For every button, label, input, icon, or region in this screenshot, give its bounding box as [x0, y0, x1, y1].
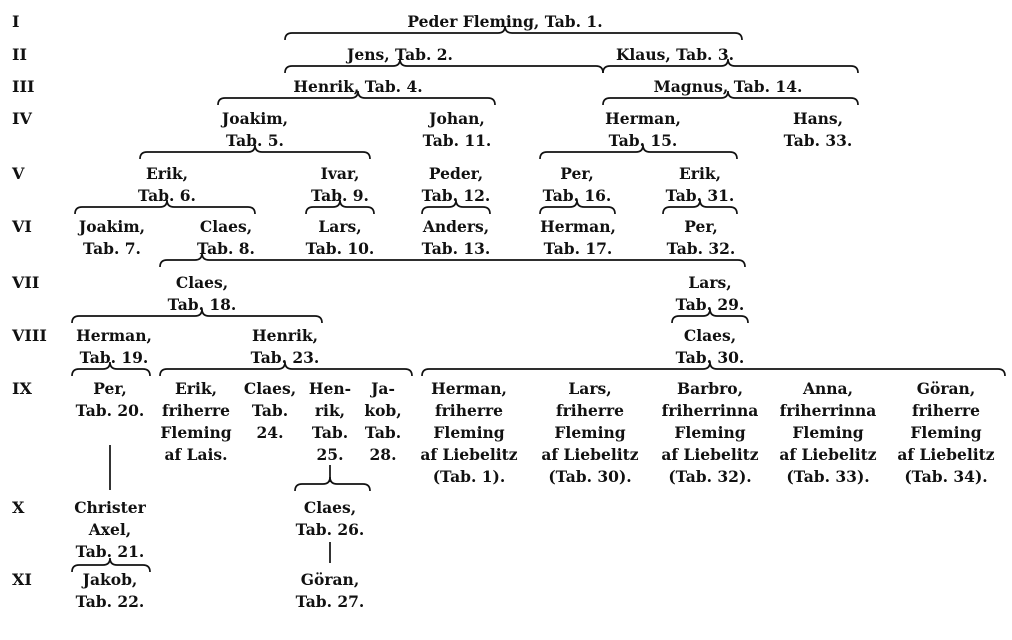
generation-label-v: V — [12, 164, 25, 183]
person-per-16-line-2: Tab. 16. — [542, 186, 612, 205]
person-claes-24 — [244, 379, 296, 442]
person-lars-10-line-2: Tab. 10. — [305, 239, 375, 258]
person-joakim-5 — [220, 109, 288, 150]
person-henrik-25-line-3: Tab. — [311, 423, 349, 442]
person-per-32-line-2: Tab. 32. — [666, 239, 736, 258]
person-christer-21-line-1: Christer — [74, 498, 146, 517]
person-peder-1-line-1: Peder Fleming, Tab. 1. — [407, 12, 603, 31]
person-claes-24-line-3: 24. — [256, 423, 284, 442]
person-jakob-28-line-1: Ja- — [371, 379, 395, 398]
person-herman-liebelitz — [420, 379, 517, 486]
person-ivar-9-line-1: Ivar, — [320, 164, 360, 183]
person-barbro-liebelitz-line-4: af Liebelitz — [661, 445, 759, 464]
person-herman-17-line-1: Herman, — [540, 217, 616, 236]
person-claes-26-line-1: Claes, — [303, 498, 357, 517]
person-christer-21-line-3: Tab. 21. — [75, 542, 145, 561]
person-erik-31-line-2: Tab. 31. — [665, 186, 735, 205]
person-johan-11 — [423, 109, 492, 150]
person-herman-15-line-1: Herman, — [605, 109, 681, 128]
person-anna-liebelitz-line-5: (Tab. 33). — [786, 467, 870, 486]
person-joakim-5-line-1: Joakim, — [221, 109, 289, 128]
person-anna-liebelitz-line-4: af Liebelitz — [779, 445, 877, 464]
person-claes-24-line-1: Claes, — [243, 379, 297, 398]
person-hans-33 — [784, 109, 853, 150]
person-joakim-7-line-2: Tab. 7. — [83, 239, 141, 258]
person-lars-liebelitz-line-1: Lars, — [568, 379, 612, 398]
person-per-20 — [76, 379, 145, 420]
person-claes-18-line-2: Tab. 18. — [167, 295, 237, 314]
person-erik-lais-line-2: friherre — [161, 401, 231, 420]
person-erik-6 — [138, 164, 196, 205]
generation-label-xi: XI — [12, 570, 32, 589]
generation-label-iii: III — [12, 77, 35, 96]
person-per-16 — [543, 164, 612, 205]
person-per-16-line-1: Per, — [560, 164, 594, 183]
person-claes-8-line-1: Claes, — [199, 217, 253, 236]
person-barbro-liebelitz-line-3: Fleming — [674, 423, 746, 442]
person-claes-26-line-2: Tab. 26. — [295, 520, 365, 539]
person-erik-31 — [666, 164, 735, 205]
person-claes-30 — [676, 326, 745, 367]
person-erik-lais — [160, 379, 231, 464]
person-anna-liebelitz-line-3: Fleming — [792, 423, 864, 442]
person-johan-11-line-1: Johan, — [429, 109, 485, 128]
person-claes-8-line-2: Tab. 8. — [197, 239, 255, 258]
person-claes-24-line-2: Tab. — [251, 401, 289, 420]
person-anders-13-line-1: Anders, — [422, 217, 490, 236]
person-ivar-9 — [311, 164, 369, 205]
person-barbro-liebelitz-line-1: Barbro, — [676, 379, 744, 398]
person-lars-liebelitz-line-3: Fleming — [554, 423, 626, 442]
person-herman-19 — [76, 326, 152, 367]
person-lars-liebelitz-line-2: friherre — [555, 401, 625, 420]
person-per-20-line-2: Tab. 20. — [75, 401, 145, 420]
person-henrik-23-line-1: Henrik, — [252, 326, 318, 345]
generation-label-x: X — [12, 498, 25, 517]
person-herman-liebelitz-line-3: Fleming — [433, 423, 505, 442]
person-herman-15-line-2: Tab. 15. — [608, 131, 678, 150]
person-lars-10 — [306, 217, 375, 258]
person-goran-liebelitz — [897, 379, 994, 486]
person-goran-liebelitz-line-1: Göran, — [916, 379, 976, 398]
person-magnus-14-line-1: Magnus, Tab. 14. — [653, 77, 803, 96]
person-herman-liebelitz-line-4: af Liebelitz — [420, 445, 518, 464]
person-johan-11-line-2: Tab. 11. — [422, 131, 492, 150]
person-erik-6-line-2: Tab. 6. — [138, 186, 196, 205]
person-lars-29 — [676, 273, 745, 314]
person-lars-liebelitz-line-4: af Liebelitz — [541, 445, 639, 464]
person-henrik-25-line-2: rik, — [314, 401, 346, 420]
person-lars-10-line-1: Lars, — [318, 217, 362, 236]
person-peder-12-line-2: Tab. 12. — [421, 186, 491, 205]
person-per-32-line-1: Per, — [684, 217, 718, 236]
person-erik-lais-line-3: Fleming — [160, 423, 232, 442]
person-erik-6-line-1: Erik, — [145, 164, 189, 183]
person-henrik-25 — [309, 379, 351, 464]
person-goran-liebelitz-line-3: Fleming — [910, 423, 982, 442]
person-herman-15 — [605, 109, 681, 150]
person-joakim-7-line-1: Joakim, — [78, 217, 146, 236]
generation-label-vii: VII — [12, 273, 40, 292]
brace-claes-26-children — [295, 477, 370, 491]
person-jens-2 — [345, 45, 453, 64]
person-claes-30-line-2: Tab. 30. — [675, 348, 745, 367]
person-lars-liebelitz-line-5: (Tab. 30). — [548, 467, 632, 486]
person-henrik-25-line-1: Hen- — [308, 379, 352, 398]
generation-label-ix: IX — [12, 379, 32, 398]
person-goran-liebelitz-line-5: (Tab. 34). — [904, 467, 988, 486]
person-henrik-4-line-1: Henrik, Tab. 4. — [293, 77, 423, 96]
person-anna-liebelitz-line-1: Anna, — [802, 379, 854, 398]
person-goran-27 — [296, 570, 365, 611]
person-hans-33-line-2: Tab. 33. — [783, 131, 853, 150]
person-herman-liebelitz-line-5: (Tab. 1). — [432, 467, 506, 486]
person-henrik-25-line-4: 25. — [316, 445, 344, 464]
person-erik-lais-line-4: af Lais. — [164, 445, 228, 464]
person-jakob-22-line-2: Tab. 22. — [75, 592, 145, 611]
person-per-20-line-1: Per, — [93, 379, 127, 398]
person-herman-19-line-2: Tab. 19. — [79, 348, 149, 367]
person-erik-31-line-1: Erik, — [678, 164, 722, 183]
person-goran-liebelitz-line-2: friherre — [911, 401, 981, 420]
person-klaus-3 — [616, 45, 734, 64]
person-goran-liebelitz-line-4: af Liebelitz — [897, 445, 995, 464]
person-jens-2-line-1: Jens, Tab. 2. — [347, 45, 453, 64]
person-christer-21-line-2: Axel, — [88, 520, 132, 539]
person-herman-liebelitz-line-2: friherre — [434, 401, 504, 420]
person-joakim-5-line-2: Tab. 5. — [226, 131, 284, 150]
person-magnus-14 — [654, 77, 803, 96]
person-henrik-23 — [251, 326, 320, 367]
person-per-32 — [667, 217, 736, 258]
person-claes-8 — [197, 217, 255, 258]
person-herman-19-line-1: Herman, — [76, 326, 152, 345]
person-christer-21 — [74, 498, 146, 561]
person-claes-30-line-1: Claes, — [683, 326, 737, 345]
person-ivar-9-line-2: Tab. 9. — [311, 186, 369, 205]
person-lars-29-line-2: Tab. 29. — [675, 295, 745, 314]
person-herman-liebelitz-line-1: Herman, — [431, 379, 507, 398]
person-jakob-28 — [364, 379, 401, 464]
generation-label-viii: VIII — [12, 326, 47, 345]
person-erik-lais-line-1: Erik, — [174, 379, 218, 398]
person-jakob-28-line-3: Tab. — [364, 423, 402, 442]
person-herman-17 — [540, 217, 616, 258]
person-claes-18 — [168, 273, 237, 314]
person-jakob-22-line-1: Jakob, — [82, 570, 138, 589]
person-anna-liebelitz-line-2: friherrinna — [779, 401, 877, 420]
person-jakob-22 — [76, 570, 145, 611]
person-henrik-4 — [293, 77, 422, 96]
person-jakob-28-line-2: kob, — [364, 401, 402, 420]
person-anders-13-line-2: Tab. 13. — [421, 239, 491, 258]
person-henrik-23-line-2: Tab. 23. — [250, 348, 320, 367]
person-peder-12 — [422, 164, 491, 205]
person-anna-liebelitz — [779, 379, 876, 486]
person-lars-29-line-1: Lars, — [688, 273, 732, 292]
person-jakob-28-line-4: 28. — [369, 445, 397, 464]
generation-label-iv: IV — [12, 109, 32, 128]
person-claes-18-line-1: Claes, — [175, 273, 229, 292]
person-barbro-liebelitz-line-5: (Tab. 32). — [668, 467, 752, 486]
person-barbro-liebelitz-line-2: friherrinna — [661, 401, 759, 420]
generation-label-i: I — [12, 12, 20, 31]
person-herman-17-line-2: Tab. 17. — [543, 239, 613, 258]
person-joakim-7 — [77, 217, 145, 258]
generation-label-ii: II — [12, 45, 27, 64]
person-peder-12-line-1: Peder, — [428, 164, 484, 183]
generation-label-vi: VI — [12, 217, 32, 236]
person-lars-liebelitz — [541, 379, 638, 486]
person-claes-26 — [296, 498, 365, 539]
person-goran-27-line-1: Göran, — [300, 570, 360, 589]
person-peder-1 — [407, 12, 602, 31]
person-hans-33-line-1: Hans, — [792, 109, 844, 128]
person-barbro-liebelitz — [661, 379, 758, 486]
person-klaus-3-line-1: Klaus, Tab. 3. — [615, 45, 735, 64]
person-anders-13 — [422, 217, 491, 258]
person-goran-27-line-2: Tab. 27. — [295, 592, 365, 611]
